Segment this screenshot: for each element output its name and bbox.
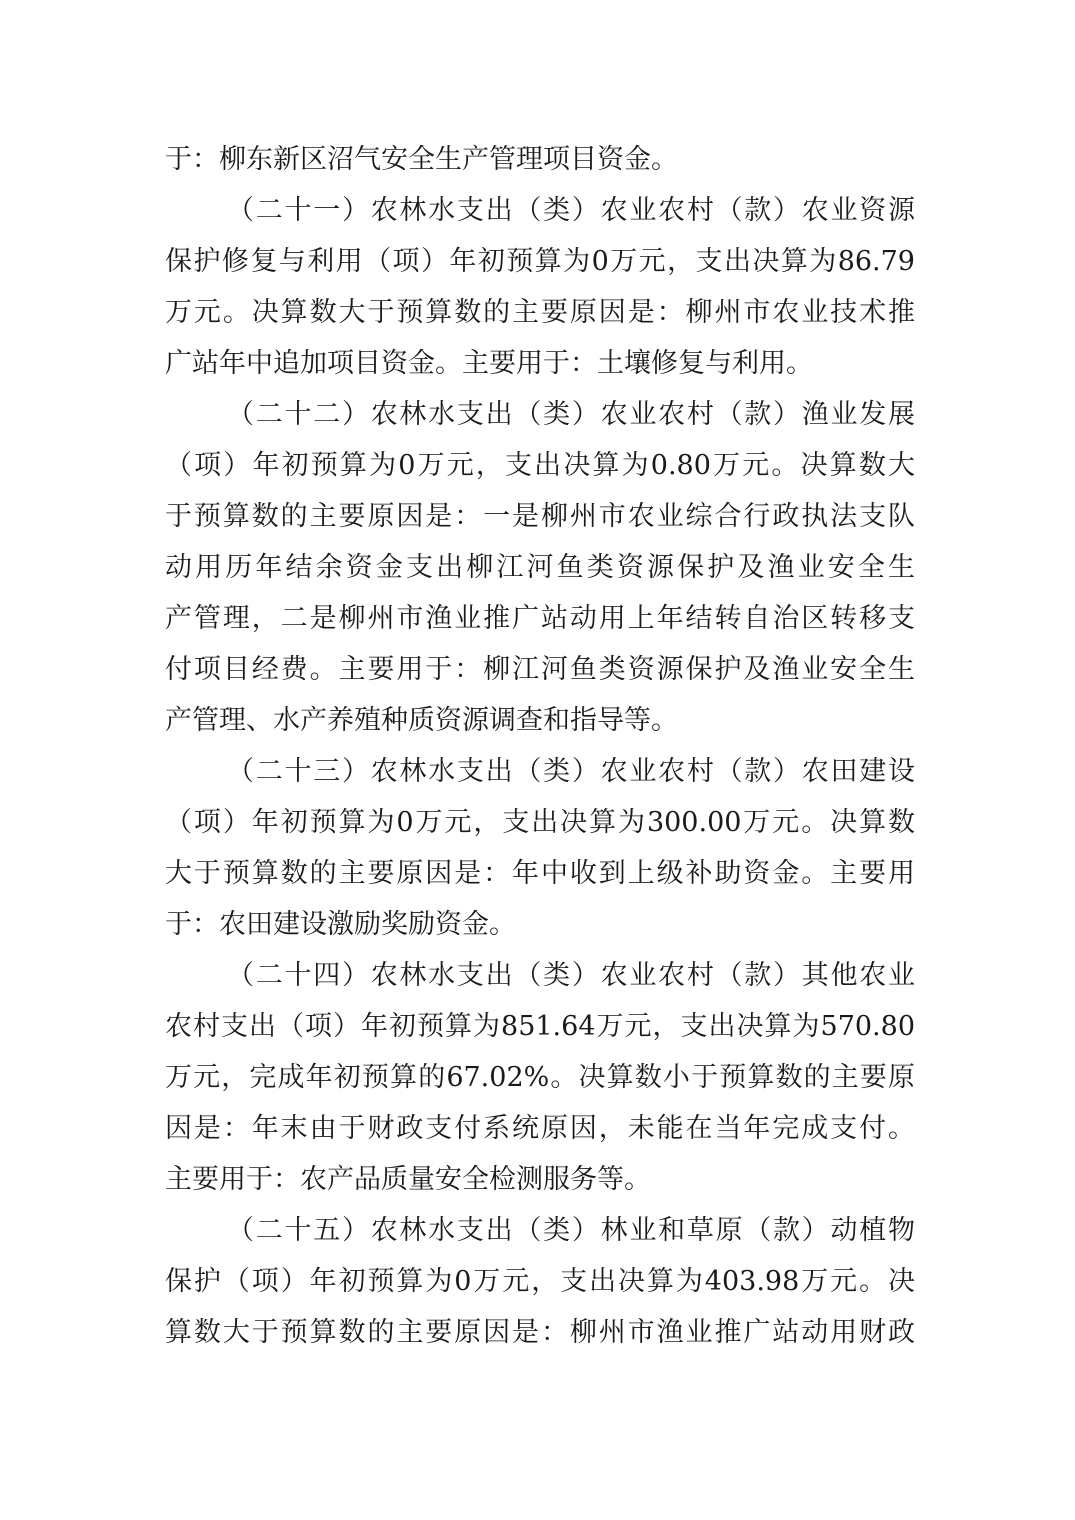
paragraph-line: 产管理，二是柳州市渔业推广站动用上年结转自治区转移支 <box>165 603 915 634</box>
paragraph-line: 因是：年末由于财政支付系统原因，未能在当年完成支付。 <box>165 1113 915 1144</box>
section-heading-line: （二十四）农林水支出（类）农业农村（款）其他农业 <box>227 960 915 991</box>
section-heading-line: （二十一）农林水支出（类）农业农村（款）农业资源 <box>227 195 915 226</box>
paragraph-line: （项）年初预算为0万元，支出决算为0.80万元。决算数大 <box>165 450 915 481</box>
paragraph-line: 保护（项）年初预算为0万元，支出决算为403.98万元。决 <box>165 1266 915 1297</box>
paragraph-line: 于预算数的主要原因是：一是柳州市农业综合行政执法支队 <box>165 501 915 532</box>
paragraph-line: 万元。决算数大于预算数的主要原因是：柳州市农业技术推 <box>165 297 915 328</box>
section-heading-line: （二十二）农林水支出（类）农业农村（款）渔业发展 <box>227 399 915 430</box>
document-body <box>165 134 915 1358</box>
paragraph-line: 大于预算数的主要原因是：年中收到上级补助资金。主要用 <box>165 858 915 889</box>
section-heading-line: （二十五）农林水支出（类）林业和草原（款）动植物 <box>227 1215 915 1246</box>
section-heading-line: （二十三）农林水支出（类）农业农村（款）农田建设 <box>227 756 915 787</box>
paragraph-line: 于：柳东新区沼气安全生产管理项目资金。 <box>165 144 678 175</box>
paragraph-line: 农村支出（项）年初预算为851.64万元，支出决算为570.80 <box>165 1011 915 1042</box>
paragraph-line: 算数大于预算数的主要原因是：柳州市渔业推广站动用财政 <box>165 1317 915 1348</box>
paragraph-line: 付项目经费。主要用于：柳江河鱼类资源保护及渔业安全生 <box>165 654 915 685</box>
paragraph-line: 万元，完成年初预算的67.02%。决算数小于预算数的主要原 <box>165 1062 915 1093</box>
paragraph-line: 保护修复与利用（项）年初预算为0万元，支出决算为86.79 <box>165 246 915 277</box>
paragraph-line: 主要用于：农产品质量安全检测服务等。 <box>165 1164 651 1195</box>
paragraph-line: 于：农田建设激励奖励资金。 <box>165 909 516 940</box>
paragraph-line: 广站年中追加项目资金。主要用于：土壤修复与利用。 <box>165 348 813 379</box>
paragraph-line: （项）年初预算为0万元，支出决算为300.00万元。决算数 <box>165 807 915 838</box>
paragraph-line: 动用历年结余资金支出柳江河鱼类资源保护及渔业安全生 <box>165 552 915 583</box>
paragraph-line: 产管理、水产养殖种质资源调查和指导等。 <box>165 705 678 736</box>
